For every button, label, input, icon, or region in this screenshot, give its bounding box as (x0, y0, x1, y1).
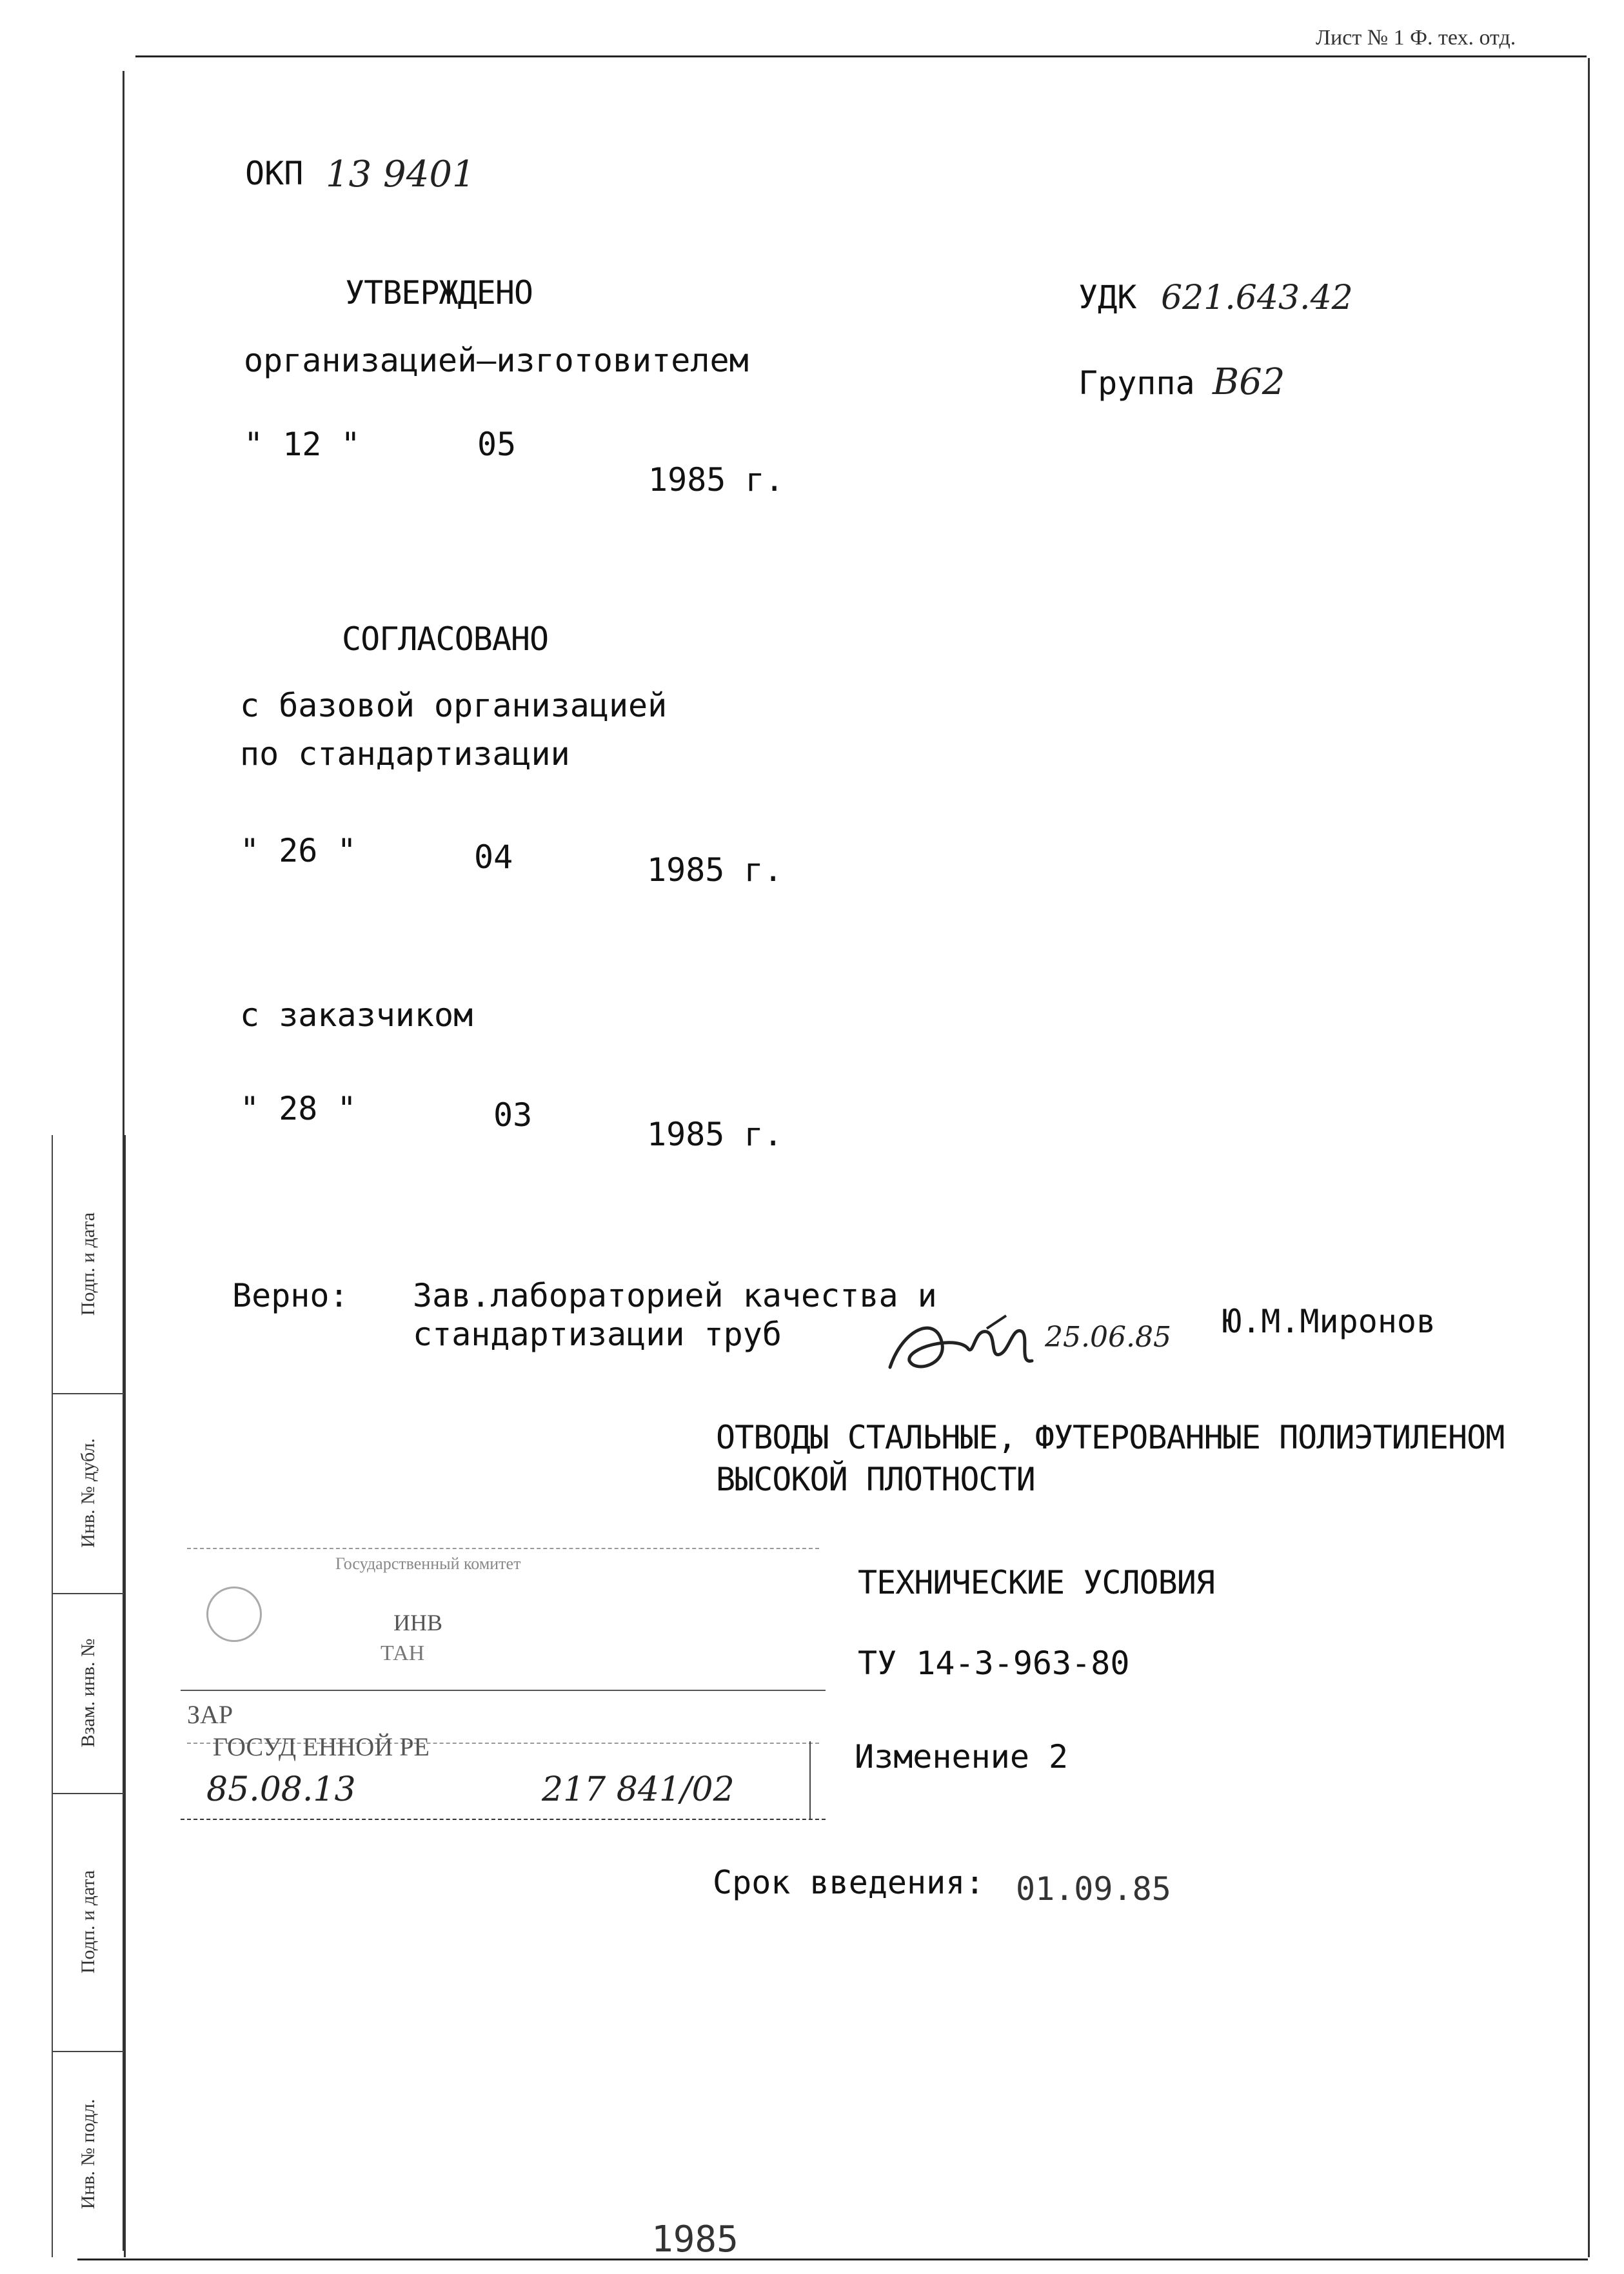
sidebar-cell (53, 1793, 124, 2052)
stamp-reg-number: 217 841/02 (542, 1770, 735, 1809)
udk-value: 621.643.42 (1161, 279, 1353, 317)
okp-label: ОКП (245, 155, 304, 192)
stamp-reg-date: 85.08.13 (206, 1770, 356, 1809)
group-value: В62 (1213, 361, 1285, 403)
approved-by: организацией–изготовителем (244, 342, 749, 379)
sidebar-label: Подп. и дата (77, 1870, 99, 1974)
document-change: Изменение 2 (855, 1738, 1069, 1775)
frame-right-line (1588, 58, 1590, 2257)
document-title-line1: ОТВОДЫ СТАЛЬНЫЕ, ФУТЕРОВАННЫЕ ПОЛИЭТИЛЕНОМ (716, 1419, 1505, 1456)
approved-year: 1985 г. (648, 461, 784, 499)
frame-bottom-line (77, 2259, 1588, 2260)
document-title-line2: ВЫСОКОЙ ПЛОТНОСТИ (716, 1461, 1035, 1498)
customer-label: с заказчиком (240, 996, 473, 1034)
stamp-line2: ИНВ (393, 1610, 443, 1636)
sidebar-cell (53, 2051, 124, 2257)
stamp-divider (181, 1690, 826, 1691)
udk-label: УДК (1078, 279, 1137, 316)
verified-position-line2: стандартизации труб (413, 1316, 782, 1353)
agreed-line1: с базовой организацией (240, 687, 668, 724)
agreed-line2: по стандартизации (240, 735, 570, 773)
sidebar-label: Инв. № подл. (77, 2099, 99, 2210)
approved-day: " 12 " (244, 426, 361, 463)
frame-top-line (135, 55, 1587, 57)
stamp-border (187, 1548, 819, 1744)
approved-month: 05 (477, 426, 517, 463)
sidebar-label: Подп. и дата (77, 1212, 99, 1316)
agreed-day: " 26 " (240, 832, 357, 869)
stamp-line5: ГОСУД ЕННОЙ РЕ (213, 1732, 430, 1761)
stamp-right-edge (809, 1741, 811, 1819)
sidebar-label: Инв. № дубл. (77, 1438, 99, 1548)
agreed-year: 1985 г. (647, 851, 783, 889)
stamp-line3: ТАН (381, 1641, 425, 1665)
document-code: ТУ 14-3-963-80 (858, 1645, 1130, 1682)
customer-day: " 28 " (240, 1090, 357, 1127)
registration-stamp (181, 1541, 826, 1844)
verified-name: Ю.М.Миронов (1222, 1303, 1436, 1340)
agreed-month: 04 (474, 838, 513, 876)
sidebar-cell (53, 1135, 124, 1394)
customer-year: 1985 г. (647, 1116, 783, 1153)
verified-label: Верно: (232, 1277, 349, 1314)
stamp-line1: Государственный комитет (335, 1554, 521, 1573)
effective-date: 01.09.85 (1016, 1870, 1171, 1908)
verified-position-line1: Зав.лабораторией качества и (413, 1277, 937, 1314)
okp-value: 13 9401 (326, 153, 475, 195)
customer-month: 03 (493, 1096, 533, 1134)
sidebar-cell (53, 1393, 124, 1594)
approved-title: УТВЕРЖДЕНО (345, 274, 533, 311)
sidebar-cell (53, 1593, 124, 1794)
agreed-title: СОГЛАСОВАНО (342, 620, 549, 658)
stamp-seal-icon (206, 1587, 262, 1642)
sheet-label: Лист № 1 Ф. тех. отд. (1316, 26, 1516, 50)
effective-label: Срок введения: (713, 1864, 985, 1901)
sidebar-table (52, 1135, 126, 2257)
sidebar-label: Взам. инв. № (77, 1638, 99, 1748)
document-subtitle: ТЕХНИЧЕСКИЕ УСЛОВИЯ (858, 1564, 1214, 1601)
page-number: 1985 (651, 2219, 738, 2260)
signature-date: 25.06.85 (1045, 1321, 1171, 1354)
stamp-line4: ЗАР (187, 1700, 233, 1729)
group-label: Группа (1078, 364, 1195, 402)
stamp-underline (181, 1819, 826, 1820)
